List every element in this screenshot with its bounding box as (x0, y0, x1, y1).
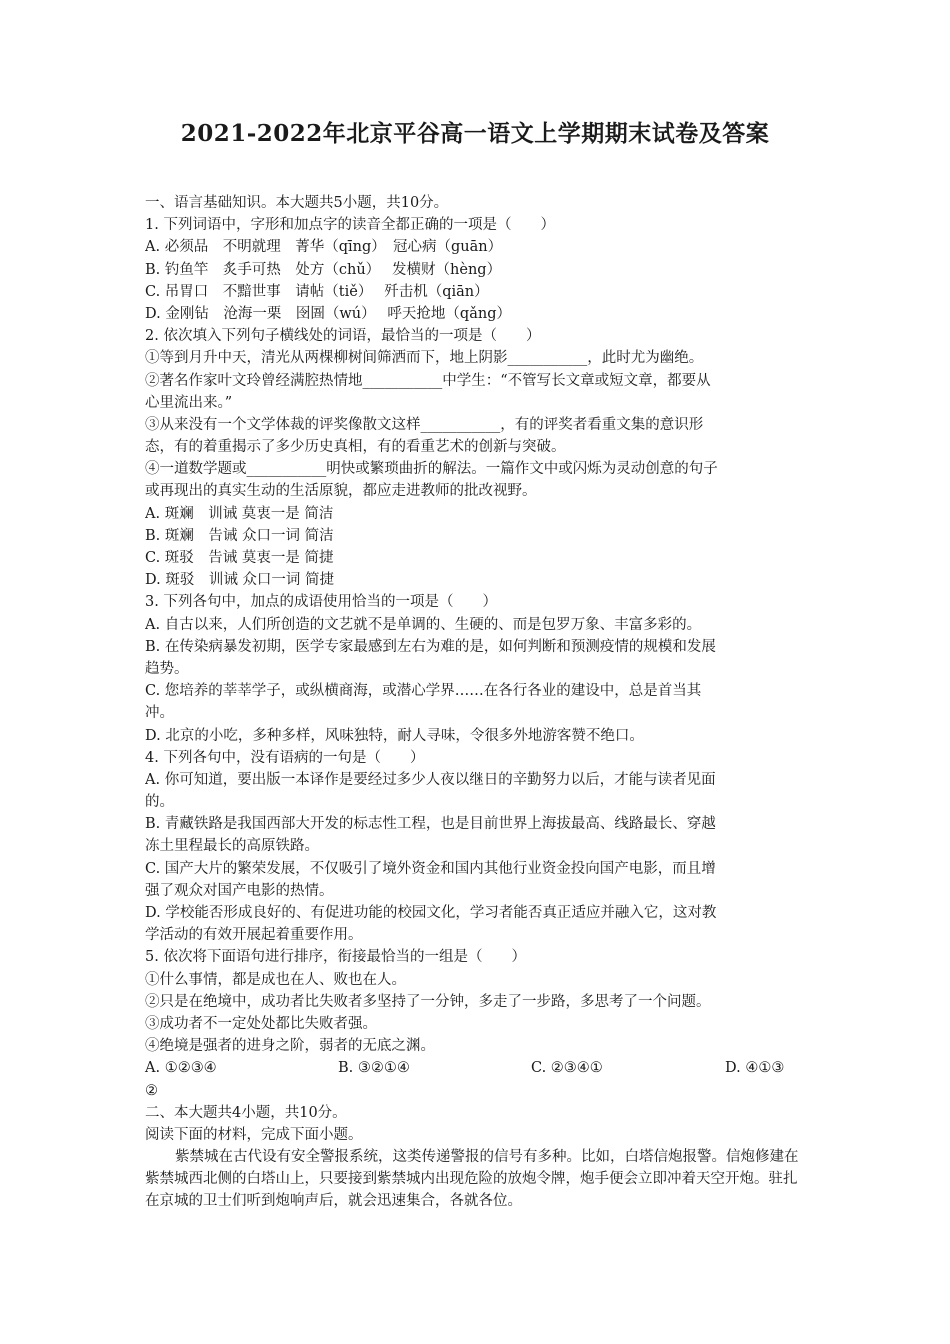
q5-option-a: A. ①②③④ (145, 1060, 217, 1077)
text-line: 2. 依次填入下列句子横线处的词语，最恰当的一项是（ ） (145, 328, 541, 345)
text-line: D. 北京的小吃，多种多样，风味独特，耐人寻味，令很多外地游客赞不绝口。 (145, 727, 644, 744)
text-line: 学活动的有效开展起着重要作用。 (145, 927, 363, 944)
text-line: C. 您培养的莘莘学子，或纵横商海，或潜心学界……在各行各业的建设中，总是首当其 (145, 683, 702, 700)
text-line: A. 你可知道，要出版一本译作是要经过多少人夜以继日的辛勤努力以后，才能与读者见面 (145, 771, 716, 788)
text-line: ④一道数学题或___________明快或繁琐曲折的解法。一篇作文中或闪烁为灵动创意的句子 (145, 461, 718, 478)
text-line: 的。 (145, 794, 174, 811)
text-line: A. 必须品 不明就理 菁华（qīng） 冠心病（guān） (145, 239, 503, 256)
text-lines (145, 192, 810, 1057)
text-line: ③从来没有一个文学体裁的评奖像散文这样___________，有的评奖者看重文集的意识形 (145, 416, 704, 433)
text-line: ①什么事情，都是成也在人、败也在人。 (145, 971, 406, 988)
text-line: 4. 下列各句中，没有语病的一句是（ ） (145, 749, 425, 766)
q5-option-c: C. ②③④① (531, 1060, 603, 1077)
document-body (145, 192, 810, 1213)
text-line: 冲。 (145, 705, 174, 722)
text-line: 一、语言基础知识。本大题共5小题，共10分。 (145, 195, 449, 211)
text-line: ②只是在绝境中，成功者比失败者多坚持了一分钟，多走了一步路，多思考了一个问题。 (145, 993, 711, 1010)
text-line: ①等到月升中天，清光从两棵柳树间筛洒而下，地上阴影___________，此时尤为幽绝。 (145, 350, 704, 367)
text-line: C. 斑驳 告诫 莫衷一是 简捷 (145, 550, 334, 566)
text-line: 趋势。 (145, 660, 189, 677)
text-line: B. 在传染病暴发初期，医学专家最感到左右为难的是，如何判断和预测疫情的规模和发展 (145, 638, 716, 655)
text-line: C. 国产大片的繁荣发展，不仅吸引了境外资金和国内其他行业资金投向国产电影，而且增 (145, 860, 716, 877)
q5-option-d-continued: ② (145, 1082, 158, 1099)
text-line: C. 吊胃口 不黯世事 请帖（tiě） 歼击机（qiān） (145, 283, 489, 300)
text-line: A. 自古以来，人们所创造的文艺就不是单调的、生硬的、而是包罗万象、丰富多彩的。 (145, 616, 702, 633)
reading-intro: 阅读下面的材料，完成下面小题。 (145, 1126, 363, 1143)
text-line: B. 青藏铁路是我国西部大开发的标志性工程，也是目前世界上海拔最高、线路最长、穿越 (145, 816, 716, 833)
reading-passage: 紫禁城在古代设有安全警报系统，这类传递警报的信号有多种。比如，白塔信炮报警。信炮修建在紫禁城西北侧的白塔山上，只要接到紫禁城内出现危险的放炮令牌，炮手便会立即冲着天空开炮。驻扎在京城的卫士们听到炮响声后，就会迅速集合，各就各位。 (145, 1149, 799, 1210)
q5-options (145, 1057, 810, 1079)
text-line: 5. 依次将下面语句进行排序，衔接最恰当的一组是（ ） (145, 949, 526, 966)
text-line: D. 斑驳 训诫 众口一词 简捷 (145, 572, 335, 589)
text-line: B. 钓鱼竿 炙手可热 处方（chǔ） 发横财（hèng） (145, 261, 502, 278)
text-line: 1. 下列词语中，字形和加点字的读音全都正确的一项是（ ） (145, 217, 555, 234)
text-line: ④绝境是强者的进身之阶，弱者的无底之渊。 (145, 1038, 435, 1055)
text-line: D. 学校能否形成良好的、有促进功能的校园文化，学习者能否真正适应并融入它，这对教 (145, 905, 717, 921)
text-line: 3. 下列各句中，加点的成语使用恰当的一项是（ ） (145, 594, 497, 611)
text-line: 态，有的着重揭示了多少历史真相，有的看重艺术的创新与突破。 (145, 439, 566, 456)
text-line: 或再现出的真实生动的生活原貌，都应走进教师的批改视野。 (145, 483, 537, 500)
text-line: B. 斑斓 告诫 众口一词 简洁 (145, 527, 334, 544)
text-line: 心里流出来。” (145, 394, 233, 411)
text-line: 冻土里程最长的高原铁路。 (145, 838, 319, 855)
q5-option-d: D. ④①③ (725, 1060, 785, 1077)
text-line: ③成功者不一定处处都比失败者强。 (145, 1015, 377, 1032)
text-line: ②著名作家叶文玲曾经满腔热情地___________中学生：“不管写长文章或短文章，都要从 (145, 372, 711, 389)
text-line: D. 金刚钻 沧海一栗 囹圄（wú） 呼天抢地（qǎng） (145, 305, 511, 322)
section-heading: 二、本大题共4小题，共10分。 (145, 1104, 347, 1121)
text-line: 强了观众对国产电影的热情。 (145, 882, 334, 899)
q5-option-b: B. ③②①④ (338, 1060, 410, 1077)
text-line: A. 斑斓 训诫 莫衷一是 简洁 (145, 505, 334, 522)
document-title: 2021-2022年北京平谷高一语文上学期期末试卷及答案 (180, 120, 770, 147)
